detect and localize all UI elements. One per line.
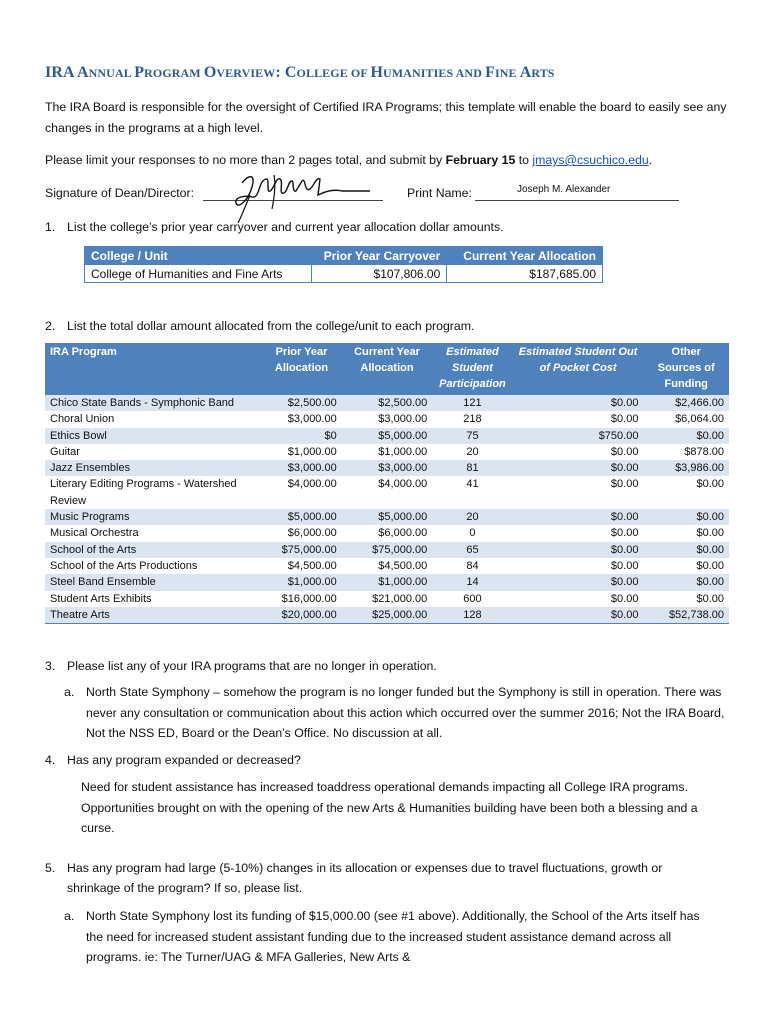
title-part: C xyxy=(284,64,297,81)
out-of-pocket-cell: $0.00 xyxy=(513,460,644,476)
header-current-allocation: Current Year Allocation xyxy=(447,247,603,265)
participation-cell: 128 xyxy=(432,607,512,624)
participation-cell: 65 xyxy=(432,542,512,558)
program-name-cell: Steel Band Ensemble xyxy=(45,574,261,590)
question-number: 4. xyxy=(45,753,56,767)
header-student-participation: Estimated Student Participation xyxy=(432,343,512,395)
signature-label: Signature of Dean/Director: xyxy=(45,186,195,200)
out-of-pocket-cell: $0.00 xyxy=(513,395,644,411)
prior-allocation-cell: $4,500.00 xyxy=(261,558,341,574)
table-row xyxy=(45,460,729,476)
header-out-of-pocket: Estimated Student Out of Pocket Cost xyxy=(513,343,644,395)
current-allocation-cell: $3,000.00 xyxy=(342,411,433,427)
out-of-pocket-cell: $0.00 xyxy=(513,476,644,509)
program-name-cell: Music Programs xyxy=(45,509,261,525)
title-part: A xyxy=(519,64,532,81)
current-allocation-cell: $4,500.00 xyxy=(342,558,433,574)
question-3 xyxy=(45,656,725,676)
carryover-cell: $107,806.00 xyxy=(311,265,446,283)
college-cell: College of Humanities and Fine Arts xyxy=(85,265,312,283)
header-prior-carryover: Prior Year Carryover xyxy=(311,247,446,265)
prior-allocation-cell: $6,000.00 xyxy=(261,525,341,541)
limit-end: . xyxy=(648,153,653,167)
answer-5a xyxy=(64,906,728,970)
out-of-pocket-cell: $0.00 xyxy=(513,607,644,624)
question-number: 3. xyxy=(45,659,56,673)
other-funding-cell: $6,064.00 xyxy=(643,411,729,427)
deadline: February 15 xyxy=(445,153,516,167)
participation-cell: 41 xyxy=(432,476,512,509)
answer-label: a. xyxy=(64,685,75,699)
table-row xyxy=(45,607,729,624)
prior-allocation-cell: $20,000.00 xyxy=(261,607,341,624)
current-allocation-cell: $5,000.00 xyxy=(342,428,433,444)
program-name-cell: Student Arts Exhibits xyxy=(45,591,261,607)
header-prior-allocation: Prior Year Allocation xyxy=(261,343,341,395)
print-name-value: Joseph M. Alexander xyxy=(517,184,611,195)
out-of-pocket-cell: $0.00 xyxy=(513,411,644,427)
other-funding-cell: $0.00 xyxy=(643,542,729,558)
out-of-pocket-cell: $0.00 xyxy=(513,525,644,541)
print-name-line xyxy=(475,200,679,201)
current-allocation-cell: $6,000.00 xyxy=(342,525,433,541)
table-row xyxy=(45,525,729,541)
answer-label: a. xyxy=(64,909,75,923)
title-part: INE xyxy=(494,66,520,80)
prior-allocation-cell: $75,000.00 xyxy=(261,542,341,558)
title-part: UMANITIES AND xyxy=(382,66,486,80)
other-funding-cell: $0.00 xyxy=(643,476,729,509)
other-funding-cell: $0.00 xyxy=(643,428,729,444)
out-of-pocket-cell: $0.00 xyxy=(513,574,644,590)
other-funding-cell: $0.00 xyxy=(643,591,729,607)
table-row xyxy=(45,558,729,574)
title-part: NNUAL xyxy=(88,66,135,80)
title-part: P xyxy=(134,64,145,81)
other-funding-cell: $0.00 xyxy=(643,574,729,590)
program-name-cell: Literary Editing Programs - Watershed Review xyxy=(45,476,261,509)
out-of-pocket-cell: $750.00 xyxy=(513,428,644,444)
participation-cell: 81 xyxy=(432,460,512,476)
question-text: Please list any of your IRA programs that are no longer in operation. xyxy=(67,659,437,673)
header-college-unit: College / Unit xyxy=(85,247,312,265)
current-allocation-cell: $2,500.00 xyxy=(342,395,433,411)
prior-allocation-cell: $16,000.00 xyxy=(261,591,341,607)
participation-cell: 600 xyxy=(432,591,512,607)
title-part: I xyxy=(45,64,52,81)
other-funding-cell: $0.00 xyxy=(643,509,729,525)
prior-allocation-cell: $0 xyxy=(261,428,341,444)
other-funding-cell: $0.00 xyxy=(643,525,729,541)
out-of-pocket-cell: $0.00 xyxy=(513,558,644,574)
title-part: H xyxy=(370,64,383,81)
prior-allocation-cell: $4,000.00 xyxy=(261,476,341,509)
participation-cell: 14 xyxy=(432,574,512,590)
limit-to: to xyxy=(515,153,533,167)
answer-3a xyxy=(64,682,728,746)
program-name-cell: Chico State Bands - Symphonic Band xyxy=(45,395,261,411)
email-link[interactable]: jmays@csuchico.edu xyxy=(532,153,649,167)
question-4 xyxy=(45,750,725,770)
intro-paragraph: The IRA Board is responsible for the oversight of Certified IRA Programs; this template will enable the board to easily see any changes in the programs at a high level. xyxy=(45,100,727,135)
current-allocation-cell: $1,000.00 xyxy=(342,444,433,460)
current-allocation-cell: $3,000.00 xyxy=(342,460,433,476)
table-row xyxy=(85,265,603,283)
print-name-label: Print Name: xyxy=(407,186,472,200)
title-part: OLLEGE OF xyxy=(296,66,371,80)
participation-cell: 218 xyxy=(432,411,512,427)
title-part: VERVIEW xyxy=(216,66,276,80)
prior-allocation-cell: $5,000.00 xyxy=(261,509,341,525)
table-row xyxy=(45,411,729,427)
answer-text: Need for student assistance has increased toaddress operational demands impacting all College IRA programs. Opportunities brought on with the opening of the new Arts & Humanities building have been both a blessing and a curse. xyxy=(81,780,698,835)
question-number: 1. xyxy=(45,220,56,234)
question-5 xyxy=(45,858,725,900)
program-name-cell: Ethics Bowl xyxy=(45,428,261,444)
program-name-cell: Jazz Ensembles xyxy=(45,460,261,476)
program-name-cell: School of the Arts xyxy=(45,542,261,558)
limit-text: Please limit your responses to no more than 2 pages total, and submit by xyxy=(45,153,446,167)
current-allocation-cell: $21,000.00 xyxy=(342,591,433,607)
question-number: 5. xyxy=(45,861,56,875)
question-text: List the college’s prior year carryover and current year allocation dollar amounts. xyxy=(67,220,504,234)
submission-instructions xyxy=(45,150,735,171)
header-ira-program: IRA Program xyxy=(45,343,261,395)
signature-scribble xyxy=(230,169,380,223)
participation-cell: 84 xyxy=(432,558,512,574)
other-funding-cell: $2,466.00 xyxy=(643,395,729,411)
table-row xyxy=(45,591,729,607)
prior-allocation-cell: $3,000.00 xyxy=(261,460,341,476)
header-current-allocation: Current Year Allocation xyxy=(342,343,433,395)
title-part: F xyxy=(485,64,495,81)
table-row xyxy=(45,476,729,509)
other-funding-cell: $3,986.00 xyxy=(643,460,729,476)
title-part: A xyxy=(76,64,89,81)
prior-allocation-cell: $1,000.00 xyxy=(261,574,341,590)
answer-text: North State Symphony lost its funding of $15,000.00 (see #1 above). Additionally, the School of the Arts itself has the need for increased student assistant funding due to the increased student assistance demand across all programs. ie: The Turner/UAG & MFA Galleries, New Arts & xyxy=(86,909,700,964)
table-row xyxy=(45,574,729,590)
question-text: Has any program had large (5-10%) changes in its allocation or expenses due to travel fluctuations, growth or shrinkage of the program? If so, please list. xyxy=(67,861,663,895)
title-part: : xyxy=(275,64,285,81)
participation-cell: 20 xyxy=(432,444,512,460)
current-allocation-cell: $5,000.00 xyxy=(342,509,433,525)
other-funding-cell: $878.00 xyxy=(643,444,729,460)
out-of-pocket-cell: $0.00 xyxy=(513,444,644,460)
allocation-cell: $187,685.00 xyxy=(447,265,603,283)
prior-allocation-cell: $3,000.00 xyxy=(261,411,341,427)
answer-text: North State Symphony – somehow the program is no longer funded but the Symphony is still in operation. There was never any consultation or communication about this action which occurred over the summer 2016; Not the IRA Board, Not the NSS ED, Board or the Dean’s Office. No discussion at all. xyxy=(86,685,725,740)
document-title xyxy=(45,64,555,82)
signature-row xyxy=(45,183,685,205)
header-other-funding: Other Sources of Funding xyxy=(643,343,729,395)
current-allocation-cell: $4,000.00 xyxy=(342,476,433,509)
table-row xyxy=(45,395,729,411)
program-allocation-table xyxy=(45,343,729,624)
program-name-cell: Choral Union xyxy=(45,411,261,427)
title-part: RA xyxy=(51,64,77,81)
other-funding-cell: $52,738.00 xyxy=(643,607,729,624)
question-text: Has any program expanded or decreased? xyxy=(67,753,301,767)
table-row xyxy=(45,542,729,558)
program-name-cell: Guitar xyxy=(45,444,261,460)
table-row xyxy=(45,444,729,460)
prior-allocation-cell: $1,000.00 xyxy=(261,444,341,460)
out-of-pocket-cell: $0.00 xyxy=(513,591,644,607)
participation-cell: 75 xyxy=(432,428,512,444)
prior-allocation-cell: $2,500.00 xyxy=(261,395,341,411)
current-allocation-cell: $25,000.00 xyxy=(342,607,433,624)
out-of-pocket-cell: $0.00 xyxy=(513,509,644,525)
out-of-pocket-cell: $0.00 xyxy=(513,542,644,558)
title-part: O xyxy=(203,64,217,81)
carryover-table xyxy=(84,246,603,283)
table-row xyxy=(45,428,729,444)
program-name-cell: Theatre Arts xyxy=(45,607,261,624)
answer-4 xyxy=(81,777,711,841)
question-number: 2. xyxy=(45,319,56,333)
title-part: ROGRAM xyxy=(144,66,204,80)
other-funding-cell: $0.00 xyxy=(643,558,729,574)
participation-cell: 121 xyxy=(432,395,512,411)
current-allocation-cell: $1,000.00 xyxy=(342,574,433,590)
program-name-cell: School of the Arts Productions xyxy=(45,558,261,574)
participation-cell: 0 xyxy=(432,525,512,541)
participation-cell: 20 xyxy=(432,509,512,525)
question-text: List the total dollar amount allocated from the college/unit to each program. xyxy=(67,319,475,333)
question-1 xyxy=(45,217,725,237)
program-name-cell: Musical Orchestra xyxy=(45,525,261,541)
title-part: RTS xyxy=(531,66,555,80)
current-allocation-cell: $75,000.00 xyxy=(342,542,433,558)
question-2 xyxy=(45,316,725,336)
table-row xyxy=(45,509,729,525)
